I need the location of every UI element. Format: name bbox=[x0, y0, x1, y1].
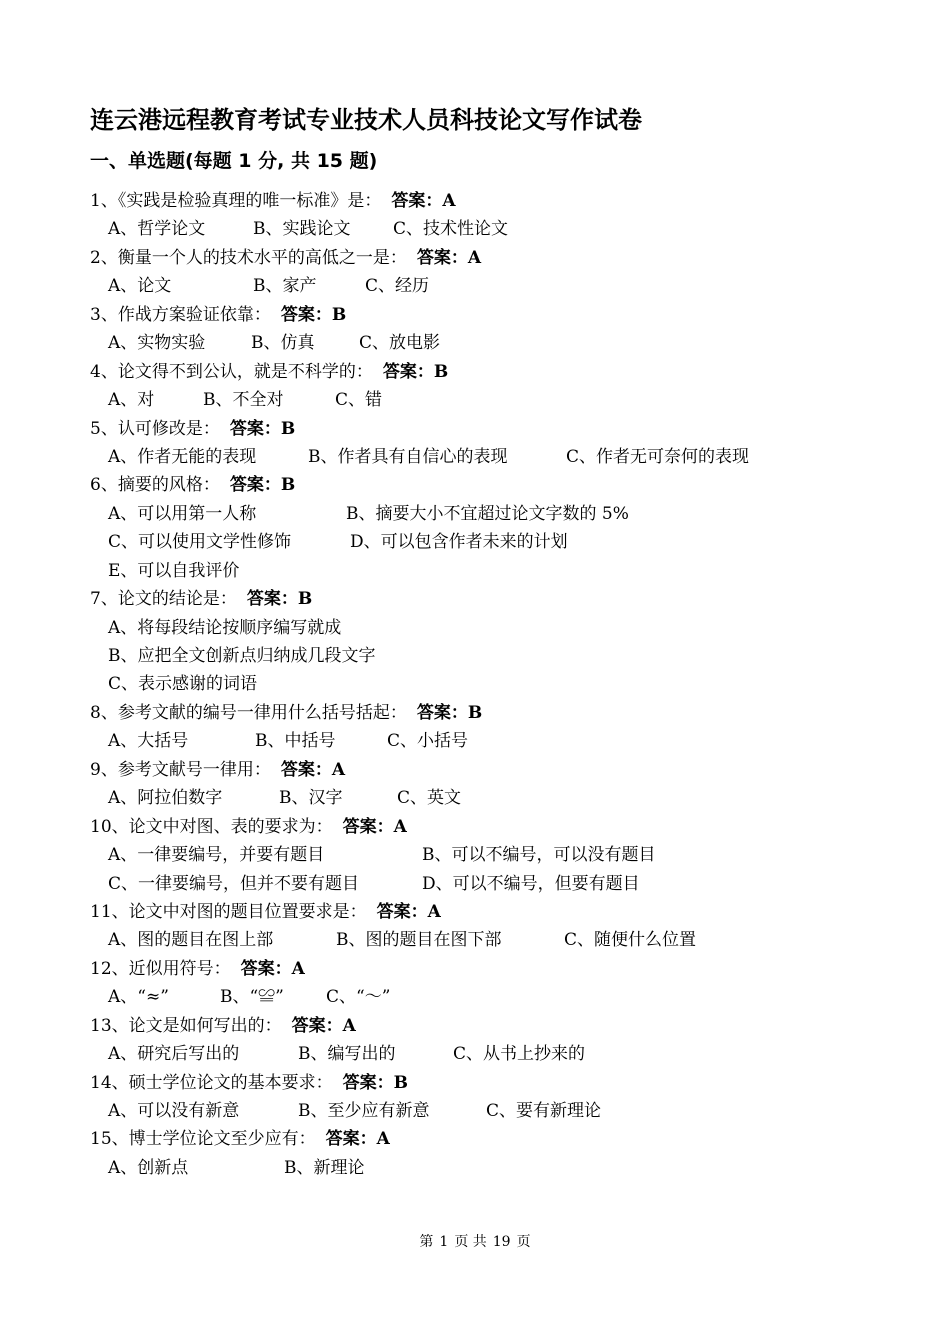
answer-option: C、可以使用文学性修饰 bbox=[108, 532, 292, 553]
option-row bbox=[90, 557, 890, 585]
answer-label: 答案：A bbox=[280, 759, 346, 780]
answer-option: B、汉字 bbox=[279, 788, 343, 809]
answer-option: B、摘要大小不宜超过论文字数的 5% bbox=[346, 503, 629, 524]
option-row bbox=[90, 614, 890, 642]
question-number: 4、 bbox=[90, 361, 118, 382]
option-row bbox=[90, 528, 890, 556]
question-text: 论文中对图的题目位置要求是： bbox=[128, 901, 367, 922]
answer-option: A、对 bbox=[108, 390, 155, 411]
answer-option: A、可以没有新意 bbox=[108, 1101, 240, 1121]
answer-label: 答案：A bbox=[291, 1015, 356, 1036]
question-text: 参考文献号一律用： bbox=[117, 759, 271, 780]
question-number: 13、 bbox=[90, 1015, 129, 1036]
question-text: 近似用符号： bbox=[128, 958, 231, 979]
answer-option: A、实物实验 bbox=[108, 333, 206, 354]
answer-option: C、“～” bbox=[326, 987, 391, 1008]
option-row bbox=[90, 983, 890, 1011]
answer-option: D、可以不编号，但要有题目 bbox=[422, 873, 640, 894]
section-heading: 一、单选题(每题 1 分, 共 15 题) bbox=[90, 150, 378, 172]
option-row bbox=[90, 1097, 890, 1125]
option-row bbox=[90, 670, 890, 698]
option-row bbox=[90, 1040, 890, 1068]
option-row bbox=[90, 443, 890, 471]
question-line bbox=[90, 756, 890, 784]
answer-option: B、可以不编号，可以没有题目 bbox=[422, 845, 656, 866]
option-row bbox=[90, 870, 890, 898]
question-line bbox=[90, 585, 890, 613]
question-line bbox=[90, 813, 890, 841]
question-text: 论文是如何写出的： bbox=[128, 1015, 282, 1036]
question-text: 论文的结论是： bbox=[117, 589, 237, 610]
question-number: 6、 bbox=[90, 475, 118, 496]
question-text: 《实践是检验真理的唯一标准》是： bbox=[117, 191, 382, 211]
answer-option: B、至少应有新意 bbox=[298, 1101, 430, 1121]
answer-label: 答案：B bbox=[280, 304, 347, 325]
question-number: 8、 bbox=[90, 702, 118, 723]
question-list bbox=[90, 187, 890, 1182]
question-text: 认可修改是： bbox=[117, 418, 220, 439]
footer-page-label: 第 bbox=[419, 1234, 434, 1250]
answer-option: C、一律要编号，但并不要有题目 bbox=[108, 873, 360, 894]
question-line bbox=[90, 187, 890, 215]
answer-label: 答案：A bbox=[416, 247, 482, 268]
question-line bbox=[90, 471, 890, 499]
answer-option: C、英文 bbox=[397, 788, 462, 809]
question-number: 10、 bbox=[90, 816, 129, 837]
answer-option: A、作者无能的表现 bbox=[108, 446, 257, 467]
answer-option: A、论文 bbox=[108, 276, 172, 297]
footer-total-pages: 19 bbox=[492, 1234, 511, 1250]
question-text: 衡量一个人的技术水平的高低之一是： bbox=[117, 247, 407, 268]
answer-option: A、“≈” bbox=[108, 987, 169, 1008]
answer-option: A、将每段结论按顺序编写就成 bbox=[108, 617, 342, 638]
question-number: 5、 bbox=[90, 418, 118, 439]
question-line bbox=[90, 301, 890, 329]
question-number: 15、 bbox=[90, 1129, 129, 1150]
question-number: 11、 bbox=[90, 901, 129, 922]
footer-end: 页 bbox=[516, 1234, 531, 1250]
question-number: 14、 bbox=[90, 1072, 129, 1093]
question-line bbox=[90, 699, 890, 727]
option-row bbox=[90, 215, 890, 243]
answer-option: A、图的题目在图上部 bbox=[108, 930, 274, 951]
page-footer bbox=[0, 1231, 950, 1251]
answer-option: C、放电影 bbox=[359, 333, 441, 354]
option-row bbox=[90, 500, 890, 528]
option-row bbox=[90, 642, 890, 670]
question-line bbox=[90, 898, 890, 926]
answer-option: B、图的题目在图下部 bbox=[336, 930, 502, 951]
question-text: 摘要的风格： bbox=[117, 475, 220, 496]
answer-option: C、表示感谢的词语 bbox=[108, 674, 258, 695]
answer-option: C、随便什么位置 bbox=[564, 930, 697, 951]
question-number: 3、 bbox=[90, 304, 118, 325]
option-row bbox=[90, 386, 890, 414]
answer-option: B、不全对 bbox=[203, 390, 284, 411]
question-line bbox=[90, 1125, 890, 1153]
question-number: 2、 bbox=[90, 247, 118, 268]
answer-option: B、应把全文创新点归纳成几段文字 bbox=[108, 646, 376, 666]
question-text: 参考文献的编号一律用什么括号括起： bbox=[117, 702, 407, 723]
question-text: 论文得不到公认，就是不科学的： bbox=[117, 361, 373, 382]
answer-option: A、一律要编号，并要有题目 bbox=[108, 845, 325, 866]
answer-option: B、中括号 bbox=[255, 731, 336, 752]
answer-label: 答案：B bbox=[416, 702, 483, 723]
option-row bbox=[90, 784, 890, 812]
answer-label: 答案：A bbox=[342, 816, 407, 837]
option-row bbox=[90, 841, 890, 869]
answer-label: 答案：B bbox=[342, 1072, 409, 1093]
answer-option: E、可以自我评价 bbox=[108, 560, 240, 581]
question-line bbox=[90, 358, 890, 386]
answer-option: A、阿拉伯数字 bbox=[108, 788, 223, 809]
footer-page-number: 1 bbox=[439, 1234, 449, 1250]
question-line bbox=[90, 955, 890, 983]
question-text: 论文中对图、表的要求为： bbox=[128, 816, 333, 837]
option-row bbox=[90, 329, 890, 357]
option-row bbox=[90, 926, 890, 954]
answer-label: 答案：A bbox=[325, 1129, 390, 1150]
question-line bbox=[90, 415, 890, 443]
footer-mid: 页 共 bbox=[454, 1234, 487, 1250]
question-line bbox=[90, 244, 890, 272]
answer-option: D、可以包含作者未来的计划 bbox=[350, 532, 568, 553]
answer-label: 答案：B bbox=[382, 361, 449, 382]
answer-label: 答案：A bbox=[240, 958, 305, 979]
answer-label: 答案：B bbox=[229, 418, 296, 439]
answer-option: C、技术性论文 bbox=[393, 219, 509, 240]
answer-option: C、错 bbox=[335, 390, 383, 411]
answer-option: B、实践论文 bbox=[253, 219, 351, 240]
answer-option: A、可以用第一人称 bbox=[108, 503, 257, 524]
answer-option: A、大括号 bbox=[108, 731, 189, 752]
question-number: 7、 bbox=[90, 589, 118, 610]
question-line bbox=[90, 1069, 890, 1097]
option-row bbox=[90, 727, 890, 755]
answer-option: C、作者无可奈何的表现 bbox=[566, 446, 750, 467]
question-text: 博士学位论文至少应有： bbox=[128, 1129, 316, 1150]
answer-option: A、研究后写出的 bbox=[108, 1044, 240, 1065]
answer-option: C、经历 bbox=[365, 276, 430, 297]
question-text: 作战方案验证依靠： bbox=[117, 304, 271, 325]
question-number: 12、 bbox=[90, 958, 129, 979]
question-number: 9、 bbox=[90, 759, 118, 780]
answer-option: B、“≌” bbox=[220, 987, 284, 1008]
answer-option: B、编写出的 bbox=[298, 1044, 396, 1065]
answer-label: 答案：B bbox=[246, 589, 313, 610]
answer-option: B、新理论 bbox=[284, 1157, 365, 1178]
question-line bbox=[90, 1012, 890, 1040]
answer-option: A、哲学论文 bbox=[108, 219, 206, 240]
answer-option: C、小括号 bbox=[387, 731, 469, 752]
question-text: 硕士学位论文的基本要求： bbox=[128, 1072, 333, 1093]
answer-option: B、作者具有自信心的表现 bbox=[308, 446, 508, 467]
answer-label: 答案：A bbox=[376, 901, 441, 922]
option-row bbox=[90, 1154, 890, 1182]
answer-option: C、从书上抄来的 bbox=[453, 1044, 586, 1065]
answer-label: 答案：A bbox=[391, 191, 456, 211]
answer-label: 答案：B bbox=[229, 475, 296, 496]
answer-option: A、创新点 bbox=[108, 1157, 189, 1178]
question-number: 1、 bbox=[90, 191, 118, 211]
document-title: 连云港远程教育考试专业技术人员科技论文写作试卷 bbox=[90, 106, 642, 134]
answer-option: B、仿真 bbox=[251, 333, 315, 354]
answer-option: B、家产 bbox=[253, 276, 317, 297]
answer-option: C、要有新理论 bbox=[486, 1101, 602, 1121]
option-row bbox=[90, 272, 890, 300]
